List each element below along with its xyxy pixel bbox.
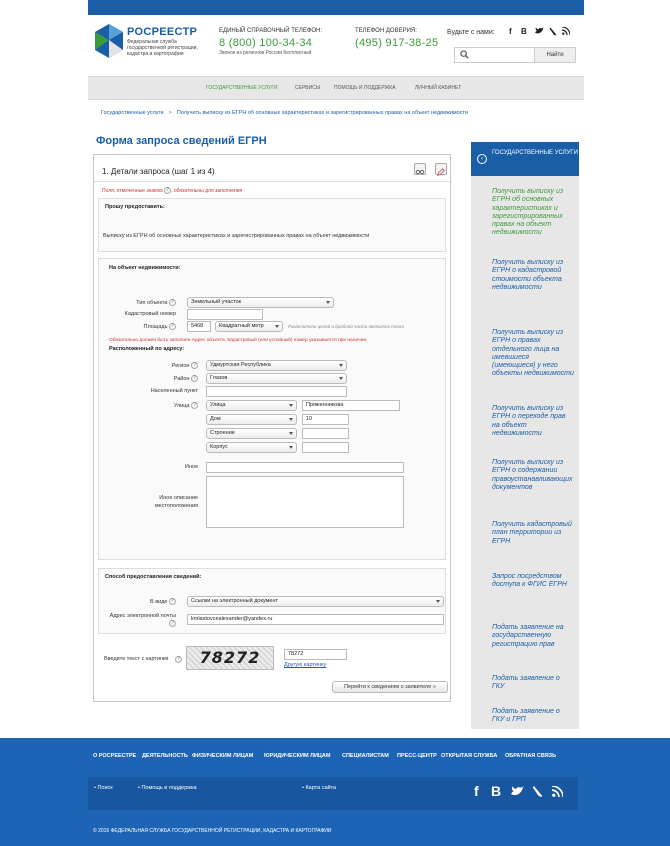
other-label: Иное	[184, 464, 198, 470]
footer-vk-icon[interactable]: B	[491, 783, 502, 799]
delivery-box	[98, 568, 446, 634]
help-icon[interactable]: ?	[191, 402, 198, 409]
hotline-number: (495) 917-38-25	[355, 37, 439, 49]
captcha-label: Введите текст с картинки	[104, 656, 169, 662]
sidebar-item[interactable]: Получить выписку из ЕГРН об основных характеристиках и зарегистрированных правах на объект недвижимости	[492, 188, 564, 237]
help-icon[interactable]: ?	[191, 375, 198, 382]
area-unit-value: Квадратный метр	[219, 323, 264, 329]
footer-nav-about[interactable]: О РОСРЕЕСТРЕ	[93, 753, 137, 759]
sidebar-item[interactable]: Получить кадастровый план территории из ЕГРН	[492, 521, 572, 545]
location-desc-textarea[interactable]	[206, 476, 404, 528]
region-select[interactable]	[206, 360, 347, 371]
area-hint: Разделители целой и дробной части являются точка	[288, 324, 405, 329]
street-label-text: Улица	[173, 402, 190, 409]
footer-twitter-icon[interactable]	[511, 786, 524, 797]
footer-nav-feedback[interactable]: ОБРАТНАЯ СВЯЗЬ	[505, 753, 557, 759]
phone-note: Звонок из регионов России бесплатный	[219, 50, 312, 56]
edit-icon[interactable]	[435, 163, 447, 175]
district-label-text: Район	[173, 375, 190, 382]
breadcrumb-current[interactable]: Получить выписку из ЕГРН об основных характеристиках и зарегистрированных правах на объект недвижимости	[176, 110, 469, 116]
help-icon: ?	[164, 187, 171, 194]
area-unit-select[interactable]	[215, 321, 283, 332]
other-input[interactable]	[206, 462, 404, 473]
sidebar-title: ГОСУДАРСТВЕННЫЕ УСЛУГИ	[492, 150, 578, 156]
delivery-section-title: Способ предоставления сведений:	[105, 574, 202, 580]
footer-link-search-text: Поиск	[97, 785, 113, 791]
footer-nav-individuals[interactable]: ФИЗИЧЕСКИМ ЛИЦАМ	[192, 753, 254, 759]
sidebar-item[interactable]: Запрос посредством доступа к ФГИС ЕГРН	[492, 573, 567, 589]
divider	[94, 181, 452, 182]
logo-subtitle: Федеральная служба государственной регистрации, кадастра и картографии	[127, 39, 198, 57]
house-type-select[interactable]	[206, 414, 297, 425]
help-icon[interactable]: ?	[169, 323, 176, 330]
help-icon[interactable]: ?	[169, 620, 176, 627]
region-label	[172, 362, 198, 369]
captcha-image: 78272	[186, 646, 274, 670]
district-label	[174, 375, 198, 382]
help-icon[interactable]: ?	[191, 362, 198, 369]
area-label	[144, 323, 176, 330]
corpus-type-select[interactable]	[206, 442, 297, 453]
locality-label: Населенный пункт	[150, 388, 198, 394]
cadastral-label: Кадастровый номер	[124, 311, 176, 317]
footer-links-band	[88, 777, 578, 810]
captcha-refresh-link[interactable]: Другую картинку	[284, 662, 327, 668]
district-select[interactable]	[206, 373, 347, 384]
help-icon[interactable]: ?	[169, 598, 176, 605]
page-title: Форма запроса сведений ЕГРН	[96, 135, 267, 147]
footer-nav-specialists[interactable]: СПЕЦИАЛИСТАМ	[342, 753, 389, 759]
corpus-input[interactable]	[302, 442, 349, 453]
logo-name[interactable]: РОСРЕЕСТР	[127, 26, 198, 38]
district-select-value: Глазов	[210, 375, 228, 381]
phone-number: 8 (800) 100-34-34	[219, 37, 313, 49]
sidebar-item[interactable]: Подать заявление о ГКУ	[492, 675, 560, 691]
breadcrumb-separator: >	[168, 110, 172, 116]
menu-item-cabinet[interactable]: ЛИЧНЫЙ КАБИНЕТ	[415, 85, 462, 91]
header	[88, 15, 584, 73]
footer-rss-icon[interactable]	[552, 786, 563, 797]
house-type-value: Дом	[210, 416, 221, 422]
search-button[interactable]: Найти	[534, 47, 576, 63]
facebook-icon[interactable]: f	[509, 27, 512, 36]
footer-link-sitemap-text: Карта сайта	[305, 785, 337, 791]
footer-nav-press[interactable]: ПРЕСС-ЦЕНТР	[397, 753, 437, 759]
type-label	[136, 299, 176, 306]
footer-nav-activity[interactable]: ДЕЯТЕЛЬНОСТЬ	[142, 753, 188, 759]
next-arrow-icon: »	[432, 684, 436, 690]
email-input[interactable]: kmlastovcealexander@yandex.ru	[187, 614, 444, 625]
breadcrumb	[101, 110, 468, 116]
type-label-text: Тип объекта	[136, 299, 168, 306]
address-section-title: Расположенный по адресу:	[109, 346, 185, 352]
building-type-value: Строение	[210, 430, 235, 436]
sidebar-item[interactable]: Получить выписку из ЕГРН о кадастровой стоимости объекта недвижимости	[492, 259, 564, 291]
captcha-input[interactable]: 78272	[284, 649, 347, 660]
email-label-text: Адрес электронной почты	[109, 613, 176, 619]
area-input[interactable]: 5468	[187, 321, 211, 332]
area-label-text: Площадь	[143, 323, 168, 330]
street-input[interactable]: Пряженникова	[302, 400, 400, 411]
sidebar-item[interactable]: Получить выписку из ЕГРН о правах отдельного лица на имевшиеся (имеющиеся) у него объекты недвижимости	[492, 329, 574, 378]
menu-item-services[interactable]: СЕРВИСЫ	[295, 85, 321, 91]
cadastral-input[interactable]	[187, 309, 263, 320]
provide-label: Прошу предоставить:	[105, 204, 165, 210]
footer-nav-open[interactable]: ОТКРЫТАЯ СЛУЖБА	[441, 753, 498, 759]
locality-input[interactable]	[206, 386, 347, 397]
required-note-end: , обязательны для заполнения	[171, 187, 243, 194]
view-select-value: Ссылки на электронный документ	[191, 598, 279, 604]
search-icon	[460, 50, 469, 59]
next-step-label: Перейти к сведениям о заявителе	[344, 684, 432, 690]
step-title: 1. Детали запроса (шаг 1 из 4)	[102, 167, 215, 176]
livejournal-icon[interactable]	[549, 27, 557, 36]
region-label-text: Регион	[171, 362, 190, 369]
rosreestr-logo-icon[interactable]	[93, 23, 125, 59]
social-label: Будьте с нами:	[447, 29, 495, 36]
help-icon[interactable]: ?	[169, 299, 176, 306]
provide-value: Выписку из ЕГРН об основных характеристиках и зарегистрированных правах на объект недвижимости	[103, 233, 370, 239]
required-note	[102, 187, 242, 194]
footer-link-help[interactable]: • Помощь и поддержка	[138, 785, 197, 791]
footer-livejournal-icon[interactable]	[532, 785, 543, 798]
object-box	[98, 258, 446, 560]
house-input[interactable]: 10	[302, 414, 349, 425]
menu-item-help[interactable]: ПОМОЩЬ И ПОДДЕРЖКА	[334, 85, 396, 91]
footer-link-help-text: Помощь и поддержка	[141, 785, 197, 791]
view-label-text: В виде	[150, 598, 168, 605]
back-icon[interactable]: ‹	[477, 154, 487, 164]
view-select[interactable]	[187, 596, 444, 607]
street-label	[174, 402, 198, 409]
hotline-label: ТЕЛЕФОН ДОВЕРИЯ:	[355, 28, 417, 34]
footer-facebook-icon[interactable]: f	[474, 783, 479, 799]
corpus-type-value: Корпус	[210, 444, 228, 450]
required-note-start: Поля, отмеченные знаком	[102, 187, 163, 194]
sidebar-item[interactable]: Получить выписку из ЕГРН о содержании правоустанавливающих документов	[492, 459, 573, 491]
sidebar-item[interactable]: Подать заявление о ГКУ и ГРП	[492, 708, 560, 724]
twitter-icon[interactable]	[535, 27, 544, 35]
provide-box	[98, 198, 446, 252]
help-icon[interactable]: ?	[175, 656, 182, 663]
type-select[interactable]	[187, 297, 334, 308]
street-type-select[interactable]	[206, 400, 297, 411]
next-step-button[interactable]	[332, 681, 448, 693]
view-label	[150, 598, 176, 605]
building-input[interactable]	[302, 428, 349, 439]
address-warning: Обязательно должен быть заполнен Адрес объекта, Кадастровый (или условный) номер указывается при наличии.	[109, 338, 368, 343]
street-type-value: Улица	[210, 402, 226, 408]
sidebar-item[interactable]: Получить выписку из ЕГРН о переходе прав на объект недвижимости	[492, 405, 566, 437]
footer-link-search[interactable]: • Поиск	[94, 785, 113, 791]
building-type-select[interactable]	[206, 428, 297, 439]
vk-icon[interactable]: B	[521, 27, 527, 36]
type-select-value: Земельный участок	[191, 299, 242, 305]
footer	[0, 738, 670, 846]
sidebar-item[interactable]: Подать заявление на государственную регистрацию прав	[492, 624, 564, 648]
sidebar-header[interactable]	[471, 142, 579, 176]
location-desc-label: Иное описание местоположения	[154, 495, 198, 509]
email-label	[106, 612, 176, 628]
glasses-icon[interactable]	[414, 163, 426, 175]
search-input[interactable]	[454, 47, 546, 63]
request-form	[93, 154, 451, 702]
menu-item-gov-services[interactable]: ГОСУДАРСТВЕННЫЕ УСЛУГИ	[206, 85, 278, 91]
footer-link-sitemap[interactable]: • Карта сайта	[302, 785, 337, 791]
footer-nav-companies[interactable]: ЮРИДИЧЕСКИМ ЛИЦАМ	[264, 753, 331, 759]
copyright: © 2016 ФЕДЕРАЛЬНАЯ СЛУЖБА ГОСУДАРСТВЕННОЙ РЕГИСТРАЦИИ, КАДАСТРА И КАРТОГРАФИИ	[93, 828, 332, 834]
phone-label: ЕДИНЫЙ СПРАВОЧНЫЙ ТЕЛЕФОН:	[219, 28, 323, 34]
region-select-value: Удмуртская Республика	[210, 362, 271, 368]
object-section-title: На объект недвижимости:	[109, 265, 181, 271]
main-menu	[88, 76, 584, 100]
rss-icon[interactable]	[562, 27, 570, 35]
breadcrumb-home[interactable]: Государственные услуги	[101, 110, 164, 116]
sidebar	[471, 176, 579, 729]
top-strip	[88, 0, 584, 15]
